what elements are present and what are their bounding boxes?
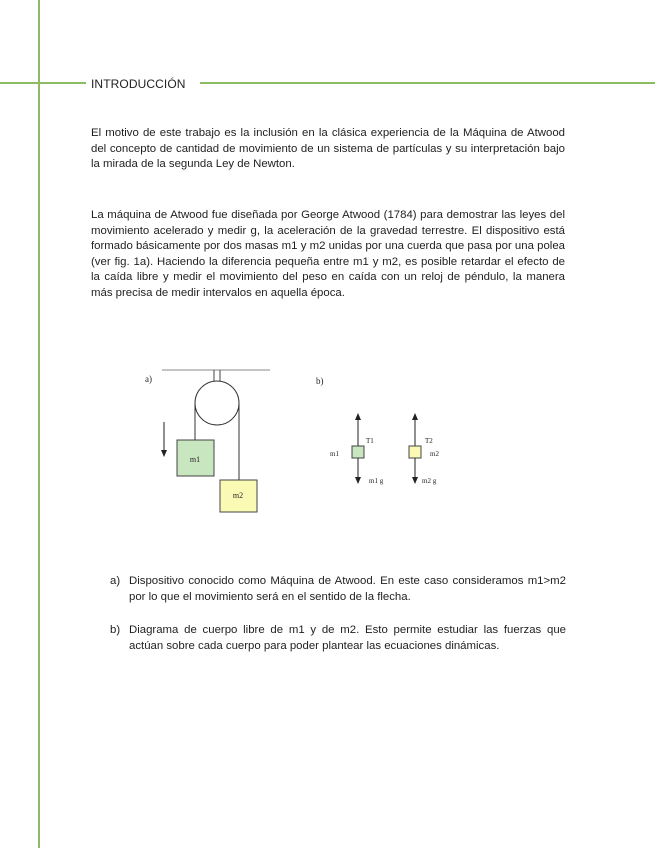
panel-b-label: b) [316, 376, 324, 386]
weight-m2-label: m2 g [422, 477, 437, 485]
caption-a-marker: a) [110, 575, 121, 587]
tension-t2-arrow-icon [412, 413, 418, 420]
margin-rule-vertical [38, 0, 40, 848]
fbd-m2-box [409, 446, 421, 458]
weight-m2-arrow-icon [412, 477, 418, 484]
section-title: INTRODUCCIÓN [91, 77, 186, 91]
panel-a-label: a) [145, 374, 152, 384]
caption-a-text: Dispositivo conocido como Máquina de Atwood. En este caso consideramos m1>m2 por lo que el movimiento será en el sentido de la flecha. [129, 575, 566, 603]
intro-paragraph-1: El motivo de este trabajo es la inclusión en la clásica experiencia de la Máquina de Atwood del concepto de cantidad de movimiento de un sistema de partículas y su interpretación bajo la mirada de la segunda Ley de Newton. [91, 127, 565, 171]
pulley-icon [195, 381, 239, 425]
intro-paragraph-2: La máquina de Atwood fue diseñada por George Atwood (1784) para demostrar las leyes del movimiento acelerado y medir g, la aceleración de la gravedad terrestre. El dispositivo está formado básicamente por dos masas m1 y m2 unidas por una cuerda que pasa por una polea (ver fig. 1a). Haciendo la diferencia pequeña entre m1 y m2, es posible retardar el efecto de la caída libre y medir el movimiento del peso en caída con un reloj de péndulo, la manera más precisa de medir intervalos en aquella época. [91, 209, 565, 299]
caption-b-marker: b) [110, 624, 121, 636]
motion-arrow-icon [161, 450, 167, 457]
heading-rule-right [200, 82, 655, 84]
atwood-figure [140, 360, 460, 530]
caption-b-text: Diagrama de cuerpo libre de m1 y de m2. Esto permite estudiar las fuerzas que actúan sobre cada cuerpo para poder plantear las ecuaciones dinámicas. [129, 624, 566, 652]
weight-m1-label: m1 g [369, 477, 384, 485]
mass-m1-label: m1 [189, 455, 201, 464]
weight-m1-arrow-icon [355, 477, 361, 484]
mass-m2-label: m2 [232, 491, 244, 500]
fbd-m1-label: m1 [330, 450, 339, 458]
caption-b [110, 623, 566, 654]
tension-t2-label: T2 [425, 437, 433, 445]
tension-t1-arrow-icon [355, 413, 361, 420]
fbd-m2-label: m2 [430, 450, 439, 458]
caption-a [110, 574, 566, 605]
tension-t1-label: T1 [366, 437, 374, 445]
heading-rule-left [0, 82, 86, 84]
fbd-m1-box [352, 446, 364, 458]
